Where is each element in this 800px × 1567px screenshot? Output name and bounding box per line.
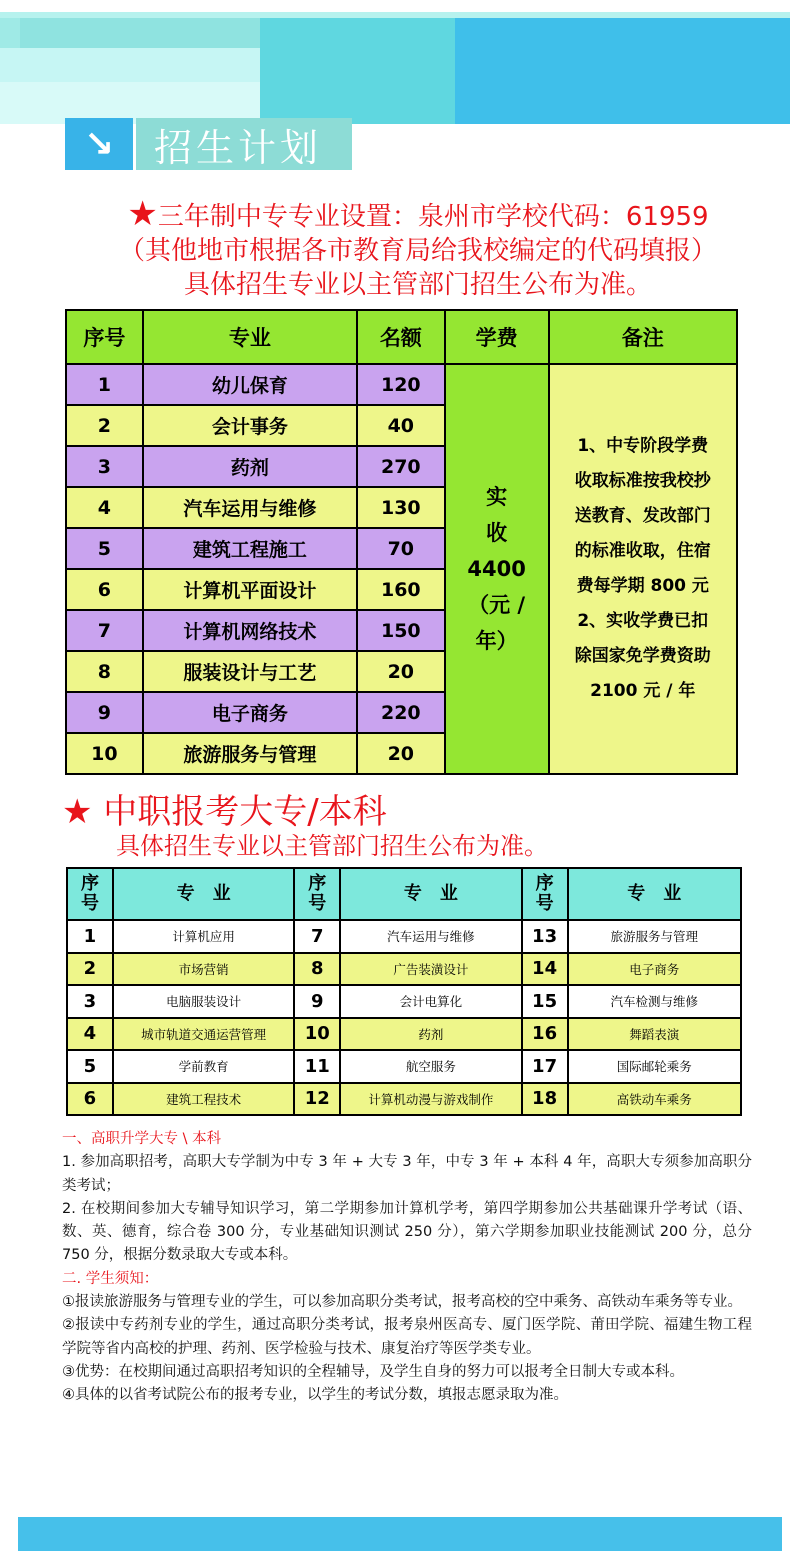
- cell-major: 电子商务: [143, 692, 357, 733]
- remark-line: 除国家免学费资助: [574, 646, 711, 666]
- cell-no: 5: [66, 528, 143, 569]
- cell-quota: 270: [357, 446, 445, 487]
- fee-line: 4400: [467, 557, 526, 581]
- page-title: 招生计划: [136, 118, 352, 170]
- notes-paragraph: ③优势：在校期间通过高职招考知识的全程辅导，及学生自身的努力可以报考全日制大专或本科。: [62, 1363, 684, 1380]
- star-icon: ★: [127, 194, 158, 234]
- col-header-no: 序号: [66, 310, 143, 364]
- cell-no: 6: [67, 1083, 113, 1116]
- cell-no: 16: [522, 1018, 568, 1051]
- cell-quota: 20: [357, 651, 445, 692]
- fee-line: 实: [486, 485, 508, 509]
- cell-no: 4: [67, 1018, 113, 1051]
- cell-quota: 20: [357, 733, 445, 774]
- cell-major: 高铁动车乘务: [568, 1083, 741, 1116]
- cell-major: 旅游服务与管理: [568, 920, 741, 953]
- cell-no: 7: [294, 920, 340, 953]
- remark-line: 费每学期 800 元: [576, 576, 709, 596]
- remark-line: 1、中专阶段学费: [577, 436, 709, 456]
- cell-major: 汽车运用与维修: [340, 920, 521, 953]
- cell-no: 8: [294, 953, 340, 986]
- col-header-major: 专 业: [568, 868, 741, 920]
- bottom-decorative-band: [18, 1517, 782, 1551]
- notes-heading-1: 一、高职升学大专 \ 本科: [62, 1131, 222, 1147]
- remark-cell: [549, 364, 738, 774]
- cell-major: 药剂: [143, 446, 357, 487]
- cell-no: 2: [67, 953, 113, 986]
- fee-line: （元 /: [468, 593, 526, 617]
- col-header-fee: 学费: [445, 310, 549, 364]
- cell-no: 10: [294, 1018, 340, 1051]
- table-header-row: [67, 868, 741, 920]
- band-stripe: [260, 18, 460, 124]
- cell-quota: 150: [357, 610, 445, 651]
- cell-no: 9: [66, 692, 143, 733]
- remark-line: 2100 元 / 年: [590, 681, 696, 701]
- cell-quota: 40: [357, 405, 445, 446]
- section1-line2: （其他地市根据各市教育局给我校编定的代码填报）: [118, 236, 717, 266]
- cell-quota: 160: [357, 569, 445, 610]
- remark-line: 送教育、发改部门: [574, 506, 711, 526]
- cell-major: 电子商务: [568, 953, 741, 986]
- cell-major: 会计事务: [143, 405, 357, 446]
- cell-no: 6: [66, 569, 143, 610]
- cell-quota: 70: [357, 528, 445, 569]
- cell-major: 服装设计与工艺: [143, 651, 357, 692]
- col-header-no: [67, 868, 113, 920]
- cell-major: 电脑服装设计: [113, 985, 294, 1018]
- table-row: [67, 953, 741, 986]
- remark-line: 收取标准按我校抄: [574, 471, 711, 491]
- cell-no: 15: [522, 985, 568, 1018]
- fee-cell: [445, 364, 549, 774]
- col-header-no: [294, 868, 340, 920]
- cell-no: 3: [66, 446, 143, 487]
- table-row: [67, 985, 741, 1018]
- table-row: [66, 364, 737, 405]
- cell-major: 广告装潢设计: [340, 953, 521, 986]
- col-header-no-bottom: 号: [308, 893, 327, 914]
- notes-section: [62, 1128, 752, 1408]
- arrow-down-right-icon: ↘: [65, 118, 133, 170]
- cell-major: 国际邮轮乘务: [568, 1050, 741, 1083]
- cell-major: 汽车检测与维修: [568, 985, 741, 1018]
- cell-major: 舞蹈表演: [568, 1018, 741, 1051]
- cell-no: 14: [522, 953, 568, 986]
- cell-no: 8: [66, 651, 143, 692]
- table-row: [67, 1050, 741, 1083]
- section1-heading: [48, 194, 788, 302]
- table-header-row: [66, 310, 737, 364]
- col-header-no-top: 序: [535, 873, 554, 894]
- section1-line3: 具体招生专业以主管部门招生公布为准。: [183, 270, 652, 300]
- remark-line: 的标准收取，住宿: [574, 541, 711, 561]
- cell-major: 药剂: [340, 1018, 521, 1051]
- cell-no: 17: [522, 1050, 568, 1083]
- notes-paragraph: 1. 参加高职招考，高职大专学制为中专 3 年 + 大专 3 年，中专 3 年 + 本科 4 年，高职大专须参加高职分类考试；: [62, 1154, 752, 1194]
- section1-line1: 三年制中专专业设置：泉州市学校代码：61959: [157, 202, 709, 232]
- cell-no: 18: [522, 1083, 568, 1116]
- section2-title: 中职报考大专/本科: [103, 792, 387, 832]
- col-header-major: 专 业: [340, 868, 521, 920]
- cell-major: 计算机应用: [113, 920, 294, 953]
- cell-no: 4: [66, 487, 143, 528]
- cell-no: 11: [294, 1050, 340, 1083]
- table-row: [67, 1018, 741, 1051]
- col-header-major: 专业: [143, 310, 357, 364]
- cell-quota: 130: [357, 487, 445, 528]
- cell-major: 市场营销: [113, 953, 294, 986]
- fee-line: 年）: [475, 629, 518, 653]
- cell-quota: 220: [357, 692, 445, 733]
- col-header-no-top: 序: [80, 873, 99, 894]
- cell-no: 7: [66, 610, 143, 651]
- cell-major: 城市轨道交通运营管理: [113, 1018, 294, 1051]
- col-header-no-top: 序: [308, 873, 327, 894]
- cell-major: 计算机网络技术: [143, 610, 357, 651]
- cell-no: 10: [66, 733, 143, 774]
- star-icon: ★: [62, 792, 93, 832]
- band-stripe: [455, 18, 790, 124]
- section2-subtitle: 具体招生专业以主管部门招生公布为准。: [116, 832, 548, 860]
- cell-major: 旅游服务与管理: [143, 733, 357, 774]
- cell-no: 9: [294, 985, 340, 1018]
- higher-education-majors-table: [66, 867, 742, 1116]
- cell-major: 建筑工程技术: [113, 1083, 294, 1116]
- cell-no: 2: [66, 405, 143, 446]
- band-stripe: [20, 18, 260, 48]
- notes-paragraph: ①报读旅游服务与管理专业的学生，可以参加高职分类考试，报考高校的空中乘务、高铁动车乘务等专业。: [62, 1294, 742, 1311]
- cell-no: 13: [522, 920, 568, 953]
- table-row: [67, 920, 741, 953]
- cell-quota: 120: [357, 364, 445, 405]
- table-row: [67, 1083, 741, 1116]
- col-header-no-bottom: 号: [80, 893, 99, 914]
- cell-major: 汽车运用与维修: [143, 487, 357, 528]
- cell-no: 1: [67, 920, 113, 953]
- cell-major: 幼儿保育: [143, 364, 357, 405]
- majors-table: [65, 309, 738, 775]
- notes-paragraph: ④具体的以省考试院公布的报考专业，以学生的考试分数，填报志愿录取为准。: [62, 1387, 568, 1404]
- notes-heading-2: 二. 学生须知：: [62, 1270, 159, 1287]
- col-header-quota: 名额: [357, 310, 445, 364]
- cell-major: 计算机平面设计: [143, 569, 357, 610]
- col-header-no-bottom: 号: [535, 893, 554, 914]
- col-header-remark: 备注: [549, 310, 738, 364]
- notes-paragraph: 2. 在校期间参加大专辅导知识学习，第二学期参加计算机学考，第四学期参加公共基础课升学考试（语、数、英、德育，综合卷 300 分，专业基础知识测试 250 分），第六学期参加职业技能测试 200 分，总分 750 分，根据分数录取大专或本科。: [62, 1200, 752, 1264]
- cell-no: 12: [294, 1083, 340, 1116]
- cell-no: 3: [67, 985, 113, 1018]
- cell-major: 会计电算化: [340, 985, 521, 1018]
- cell-major: 建筑工程施工: [143, 528, 357, 569]
- notes-paragraph: ②报读中专药剂专业的学生，通过高职分类考试，报考泉州医高专、厦门医学院、莆田学院、福建生物工程学院等省内高校的护理、药剂、医学检验与技术、康复治疗等医学类专业。: [62, 1317, 752, 1357]
- remark-line: 2、实收学费已扣: [577, 611, 709, 631]
- col-header-major: 专 业: [113, 868, 294, 920]
- cell-major: 计算机动漫与游戏制作: [340, 1083, 521, 1116]
- cell-no: 5: [67, 1050, 113, 1083]
- col-header-no: [522, 868, 568, 920]
- cell-major: 学前教育: [113, 1050, 294, 1083]
- cell-major: 航空服务: [340, 1050, 521, 1083]
- fee-line: 收: [486, 521, 508, 545]
- top-decorative-band: [0, 0, 800, 125]
- cell-no: 1: [66, 364, 143, 405]
